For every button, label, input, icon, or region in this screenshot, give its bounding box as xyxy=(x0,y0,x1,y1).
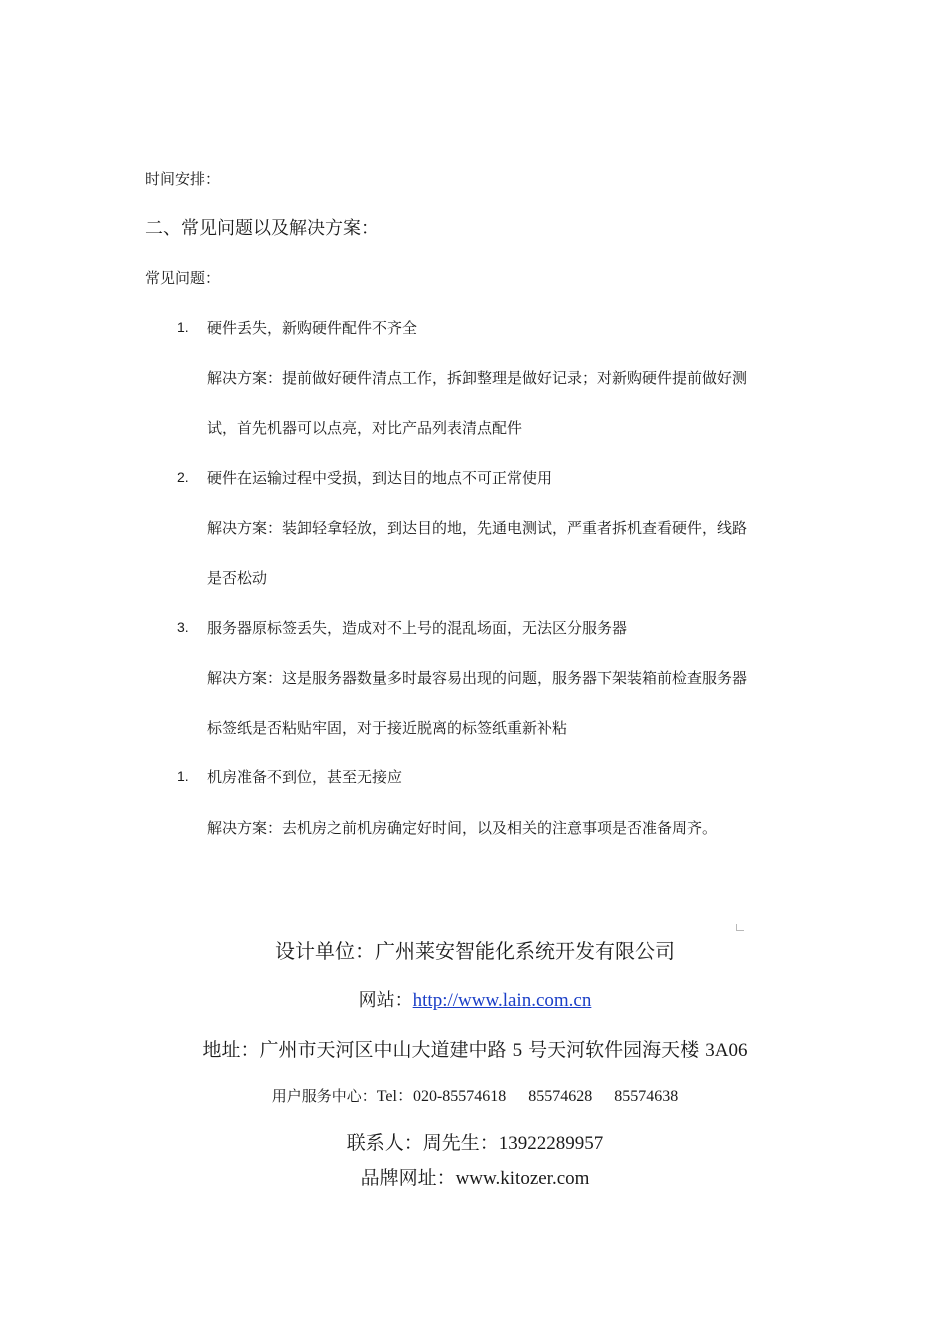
contact-line xyxy=(0,1128,950,1155)
service-phone: 85574628 xyxy=(528,1088,593,1105)
solution-text: 是否松动 xyxy=(207,569,268,587)
contact-label: 联系人：周先生： xyxy=(346,1132,499,1154)
company-line: 设计单位：广州莱安智能化系统开发有限公司 xyxy=(275,939,675,963)
solution-text: 试，首先机器可以点亮，对比产品列表清点配件 xyxy=(207,419,523,437)
address-line xyxy=(0,1035,950,1062)
address-part: 广州市天河区中山大道建中路 xyxy=(259,1039,507,1061)
solution-text: 解决方案：提前做好硬件清点工作，拆卸整理是做好记录；对新购硬件提前做好测 xyxy=(207,369,748,387)
brand-line xyxy=(0,1163,950,1190)
solution-text: 解决方案：去机房之前机房确定好时间，以及相关的注意事项是否准备周齐。 xyxy=(207,819,718,837)
paragraph-mark xyxy=(736,924,744,931)
common-problems-heading: 常见问题： xyxy=(145,269,221,287)
website-label: 网站： xyxy=(358,990,413,1011)
address-part: 号天河软件园海天楼 xyxy=(528,1039,700,1061)
list-item-number: 2. xyxy=(177,469,189,485)
solution-text: 解决方案：这是服务器数量多时最容易出现的问题，服务器下架装箱前检查服务器 xyxy=(207,669,748,687)
website-line xyxy=(0,986,950,1012)
time-schedule-label: 时间安排： xyxy=(145,170,221,188)
service-phone: Tel：020-85574618 xyxy=(376,1088,507,1105)
service-phone: 85574638 xyxy=(614,1088,679,1105)
list-item-number: 1. xyxy=(177,319,189,335)
list-item-number: 1. xyxy=(177,768,189,784)
section-heading: 二、常见问题以及解决方案： xyxy=(145,218,379,239)
solution-text: 解决方案：装卸轻拿轻放，到达目的地，先通电测试，严重者拆机查看硬件，线路 xyxy=(207,519,748,537)
contact-phone: 13922289957 xyxy=(498,1133,604,1154)
address-text xyxy=(260,1039,748,1061)
brand-url[interactable]: www.kitozer.com xyxy=(455,1168,590,1189)
problem-text: 硬件在运输过程中受损，到达目的地点不可正常使用 xyxy=(207,469,553,487)
address-label: 地址： xyxy=(202,1039,260,1061)
address-room: 3A06 xyxy=(705,1040,748,1061)
service-line xyxy=(0,1083,950,1106)
problem-text: 服务器原标签丢失，造成对不上号的混乱场面，无法区分服务器 xyxy=(207,619,628,637)
solution-text: 标签纸是否粘贴牢固，对于接近脱离的标签纸重新补粘 xyxy=(207,719,568,737)
address-number: 5 xyxy=(512,1040,523,1061)
website-link[interactable]: http://www.lain.com.cn xyxy=(412,990,592,1011)
problem-text: 硬件丢失，新购硬件配件不齐全 xyxy=(207,319,418,337)
brand-label: 品牌网址： xyxy=(360,1167,456,1189)
service-label: 用户服务中心： xyxy=(271,1087,377,1105)
list-item-number: 3. xyxy=(177,619,189,635)
problem-text: 机房准备不到位，甚至无接应 xyxy=(207,768,403,786)
